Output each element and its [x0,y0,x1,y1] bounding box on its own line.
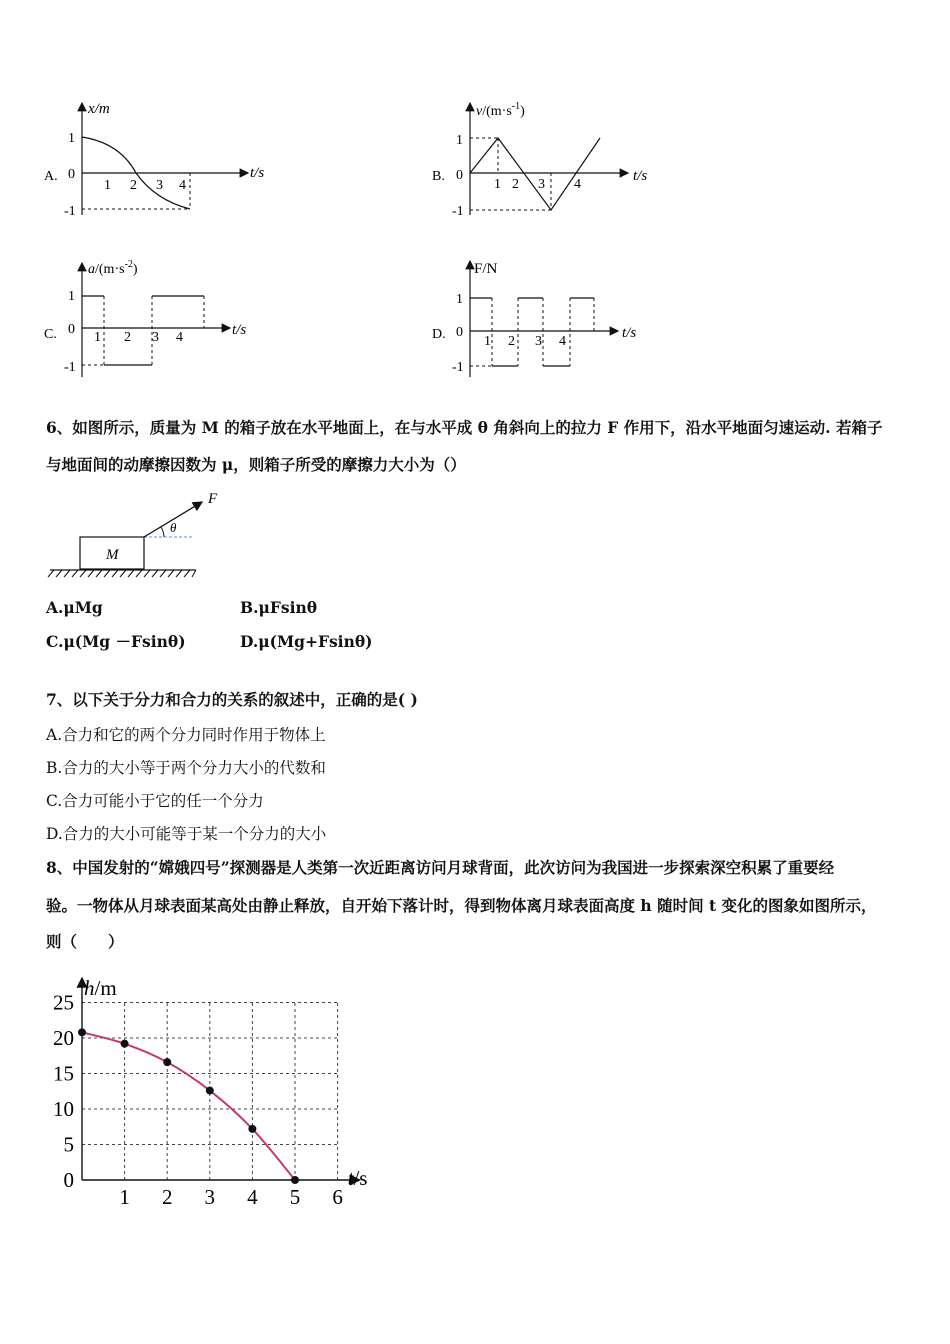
q6-line1: 6、如图所示，质量为 M 的箱子放在水平地面上，在与水平成 θ 角斜向上的拉力 F 作用下，沿水平地面匀速运动. 若箱子 [46,418,883,437]
option-c-label: C. [44,327,57,342]
tick-x: 4 [574,177,581,192]
tick-y: 0 [456,168,463,183]
data-point [291,1176,299,1184]
box-force-figure [44,485,218,580]
q8-line1: 8、中国发射的“嫦娥四号”探测器是人类第一次近距离访问月球背面，此次访问为我国进一步探索深空积累了重要经 [46,858,835,877]
tick-y: 1 [456,292,463,307]
y-tick-label: 10 [53,1097,74,1121]
q6-option-a[interactable]: A.μMg [46,598,103,617]
x-tick-label: 6 [332,1185,343,1209]
option-d-label: D. [432,327,446,342]
x-axis-label: t/s [633,168,648,184]
tick-x: 4 [559,334,566,349]
y-axis-label: h/m [84,976,117,1000]
option-b-label: B. [432,169,445,184]
y-tick-label: 0 [63,1168,74,1192]
tick-x: 1 [484,334,491,349]
y-axis-label: x/m [88,101,110,117]
data-point [78,1028,86,1036]
x-axis-label: t/s [232,322,247,338]
y-axis-label: F/N [474,261,498,277]
q6-line2: 与地面间的动摩擦因数为 μ，则箱子所受的摩擦力大小为（） [46,455,466,474]
x-axis-label: t/s [622,325,637,341]
q7-option-d[interactable]: D.合力的大小可能等于某一个分力的大小 [46,825,327,843]
q6-option-d[interactable]: D.μ(Mg+Fsinθ) [240,632,373,651]
graph-b [428,95,668,225]
y-axis-unit: (m·s [486,104,512,119]
tick-y: -1 [452,204,464,219]
tick-x: 2 [130,178,137,193]
q7-option-c[interactable]: C.合力可能小于它的任一个分力 [46,792,264,810]
tick-x: 2 [508,334,515,349]
tick-x: 1 [494,177,501,192]
y-tick-label: 5 [63,1132,74,1157]
force-label: F [208,491,218,507]
tick-x: 2 [512,177,519,192]
tick-y: 0 [456,325,463,340]
data-point [248,1125,256,1133]
x-tick-label: 4 [247,1185,258,1209]
tick-x: 3 [156,178,163,193]
y-axis-var: v [476,104,483,119]
y-axis-close: ) [132,262,138,277]
tick-x: 4 [179,178,186,193]
data-point [163,1058,171,1066]
x-axis-label: t/s [347,1166,368,1190]
tick-y: 0 [68,167,75,182]
data-point [206,1087,214,1095]
tick-y: -1 [452,360,464,375]
graph-d [428,255,668,385]
y-tick-label: 15 [53,1061,74,1086]
data-point [121,1040,129,1048]
tick-x: 3 [535,334,542,349]
tick-y: 0 [68,322,75,337]
tick-x: 1 [94,330,101,345]
tick-x: 3 [538,177,545,192]
tick-y: 1 [456,133,463,148]
graph-c [40,255,280,385]
x-tick-label: 1 [119,1185,130,1209]
x-tick-label: 2 [161,1185,173,1209]
svg-text:v/(m·s-1): $v/(m\cdot s^{-1})$ [476,101,525,119]
y-axis-var: a [88,262,95,277]
q7-option-a[interactable]: A.合力和它的两个分力同时作用于物体上 [46,726,326,744]
q7-stem: 7、以下关于分力和合力的关系的叙述中，正确的是( ) [46,690,418,709]
tick-y: -1 [64,204,76,219]
h-t-chart [40,968,380,1218]
y-axis-close: ) [520,104,525,119]
tick-x: 1 [104,178,111,193]
x-tick-label: 5 [289,1185,301,1209]
q7-option-b[interactable]: B.合力的大小等于两个分力大小的代数和 [46,759,326,777]
option-a-label: A. [44,169,58,184]
y-axis-unit: (m·s [98,262,125,277]
x-axis-label: t/s [250,165,265,181]
mass-label: M [106,547,119,563]
tick-x: 4 [176,330,183,345]
curve [470,138,600,210]
q6-option-c[interactable]: C.μ(Mg －Fsinθ) [46,632,186,651]
y-axis-exp: -1 [511,101,521,112]
svg-text:a/(m·s-2): $a/(m\cdot s^{-2})$ [88,259,138,277]
angle-label: θ [170,520,177,535]
q8-line3: 则（ ） [46,932,124,951]
tick-x: 2 [124,330,131,345]
tick-y: 1 [68,289,75,304]
graph-a [40,95,280,225]
y-axis-exp: -2 [124,259,133,270]
y-tick-label: 25 [53,990,74,1015]
tick-y: 1 [68,131,75,146]
tick-y: -1 [64,360,76,375]
series-line [82,1032,295,1180]
y-tick-label: 20 [53,1026,74,1050]
q8-line2: 验。一物体从月球表面某高处由静止释放，自开始下落计时，得到物体离月球表面高度 h 随时间 t 变化的图象如图所示， [46,896,877,915]
q6-option-b[interactable]: B.μFsinθ [240,598,318,617]
x-tick-label: 3 [204,1185,216,1209]
tick-x: 3 [152,330,159,345]
